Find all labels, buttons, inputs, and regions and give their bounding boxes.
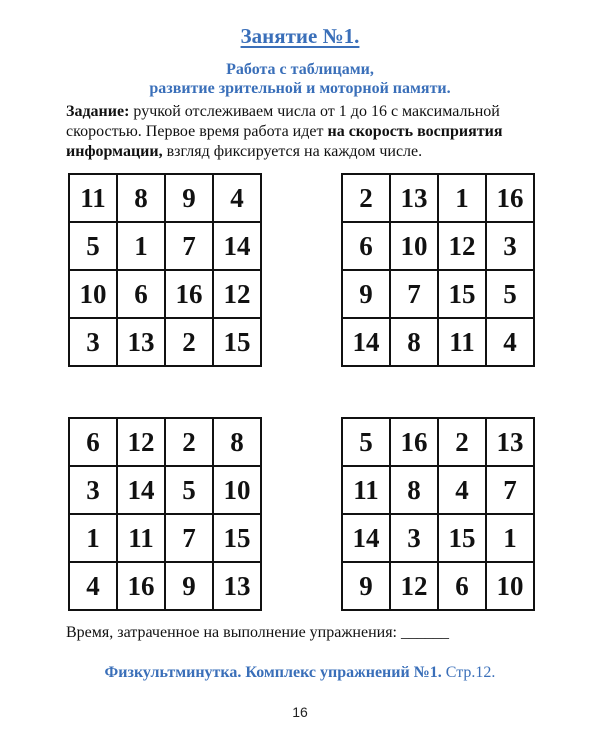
- grid-cell: 7: [390, 270, 438, 318]
- grid-cell: 8: [213, 418, 261, 466]
- grid-cell: 13: [117, 318, 165, 366]
- grid-cell: 4: [486, 318, 534, 366]
- grid-cell: 6: [342, 222, 390, 270]
- grid-row: [69, 562, 261, 610]
- grid-cell: 10: [213, 466, 261, 514]
- grid-row: [69, 174, 261, 222]
- grid-cell: 14: [117, 466, 165, 514]
- grid-row: [342, 466, 534, 514]
- grid-row: [342, 174, 534, 222]
- number-grid-1: [68, 173, 262, 367]
- grid-cell: 4: [438, 466, 486, 514]
- grid-cell: 3: [486, 222, 534, 270]
- grid-cell: 5: [165, 466, 213, 514]
- grid-cell: 7: [165, 222, 213, 270]
- time-spent-line: Время, затраченное на выполнение упражнения: ______: [66, 624, 449, 641]
- grid-cell: 3: [69, 318, 117, 366]
- grid-cell: 13: [390, 174, 438, 222]
- task-text-1: ручкой отслеживаем числа от 1 до 16 с максимальной скоростью. Первое время работа идет: [66, 103, 500, 140]
- grid-cell: 3: [390, 514, 438, 562]
- grid-row: [69, 222, 261, 270]
- grid-cell: 5: [342, 418, 390, 466]
- subtitle-line-1: Работа с таблицами,: [226, 61, 374, 78]
- grid-row: [342, 418, 534, 466]
- grid-row: [342, 318, 534, 366]
- grid-cell: 4: [69, 562, 117, 610]
- grid-cell: 8: [390, 318, 438, 366]
- grid-row: [342, 514, 534, 562]
- grid-cell: 12: [117, 418, 165, 466]
- task-label: Задание:: [66, 103, 130, 120]
- grid-cell: 2: [438, 418, 486, 466]
- grid-cell: 10: [390, 222, 438, 270]
- grid-row: [69, 270, 261, 318]
- grid-cell: 13: [213, 562, 261, 610]
- grid-cell: 16: [117, 562, 165, 610]
- grid-row: [69, 514, 261, 562]
- grid-cell: 8: [117, 174, 165, 222]
- grid-cell: 13: [486, 418, 534, 466]
- grid-cell: 1: [486, 514, 534, 562]
- lesson-subtitle: [0, 60, 600, 98]
- grid-cell: 11: [438, 318, 486, 366]
- grid-cell: 14: [342, 514, 390, 562]
- grid-row: [342, 562, 534, 610]
- grid-cell: 10: [486, 562, 534, 610]
- grid-cell: 9: [342, 562, 390, 610]
- grid-cell: 8: [390, 466, 438, 514]
- grid-cell: 11: [117, 514, 165, 562]
- grid-cell: 10: [69, 270, 117, 318]
- grid-cell: 9: [165, 562, 213, 610]
- grid-cell: 15: [438, 514, 486, 562]
- lesson-title: Занятие №1.: [240, 24, 360, 48]
- exercise-page-ref: Стр.12.: [441, 664, 496, 681]
- number-grid-4: [341, 417, 535, 611]
- grid-row: [342, 222, 534, 270]
- grid-cell: 5: [69, 222, 117, 270]
- subtitle-line-2: развитие зрительной и моторной памяти.: [149, 80, 451, 97]
- grid-row: [342, 270, 534, 318]
- grid-cell: 7: [486, 466, 534, 514]
- grid-cell: 11: [342, 466, 390, 514]
- grid-cell: 15: [213, 514, 261, 562]
- task-instructions: [66, 102, 546, 162]
- grid-cell: 12: [213, 270, 261, 318]
- grid-cell: 16: [165, 270, 213, 318]
- grid-cell: 6: [438, 562, 486, 610]
- grid-cell: 1: [117, 222, 165, 270]
- grid-row: [69, 466, 261, 514]
- grid-cell: 9: [342, 270, 390, 318]
- grid-cell: 7: [165, 514, 213, 562]
- number-grid-2: [341, 173, 535, 367]
- task-text-bold: на скорость восприятия информации,: [66, 123, 503, 160]
- grid-row: [69, 318, 261, 366]
- grid-cell: 3: [69, 466, 117, 514]
- grid-cell: 16: [486, 174, 534, 222]
- number-grid-3: [68, 417, 262, 611]
- grid-cell: 5: [486, 270, 534, 318]
- grid-cell: 9: [165, 174, 213, 222]
- grid-cell: 14: [342, 318, 390, 366]
- grid-cell: 15: [213, 318, 261, 366]
- grid-cell: 14: [213, 222, 261, 270]
- exercise-reference: [0, 664, 600, 682]
- grid-cell: 11: [69, 174, 117, 222]
- grid-cell: 2: [342, 174, 390, 222]
- grid-cell: 16: [390, 418, 438, 466]
- grid-cell: 6: [117, 270, 165, 318]
- grid-cell: 12: [438, 222, 486, 270]
- grid-cell: 15: [438, 270, 486, 318]
- exercise-name: Физкультминутка. Комплекс упражнений №1.: [104, 664, 442, 681]
- grid-cell: 4: [213, 174, 261, 222]
- grid-cell: 12: [390, 562, 438, 610]
- task-text-3: взгляд фиксируется на каждом числе.: [162, 143, 423, 160]
- grid-cell: 2: [165, 418, 213, 466]
- grid-cell: 1: [438, 174, 486, 222]
- grid-row: [69, 418, 261, 466]
- grid-cell: 6: [69, 418, 117, 466]
- grid-cell: 2: [165, 318, 213, 366]
- grid-cell: 1: [69, 514, 117, 562]
- page-number: 16: [292, 704, 308, 720]
